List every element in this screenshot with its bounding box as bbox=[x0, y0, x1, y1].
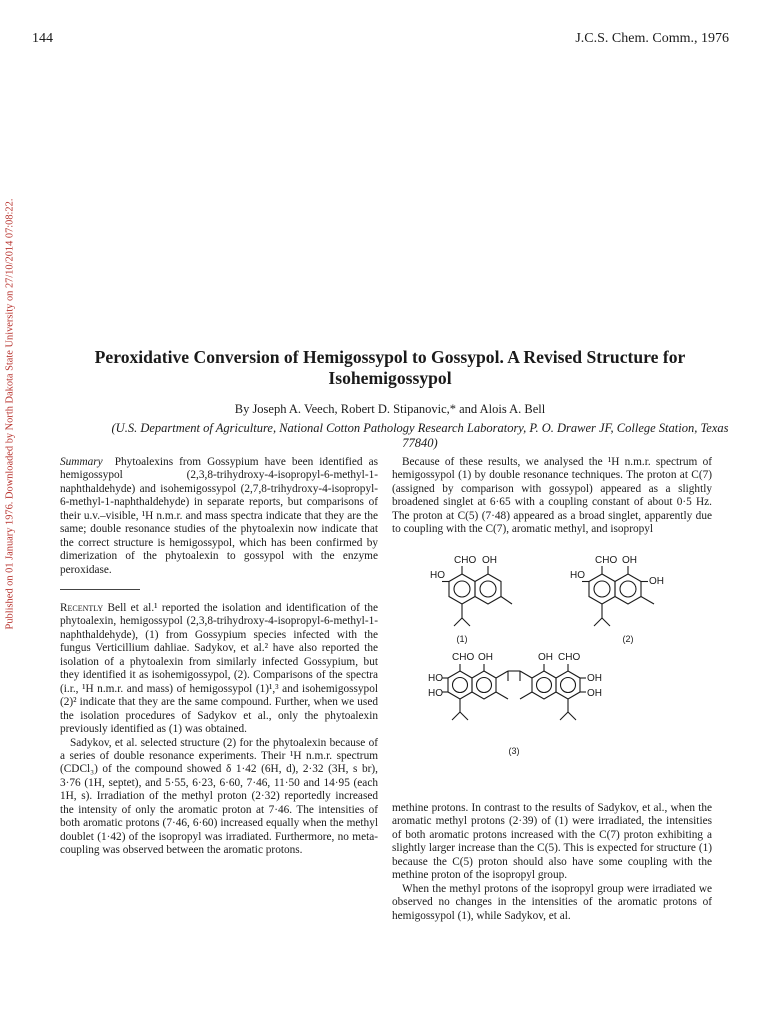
label-cho-2: CHO bbox=[595, 556, 618, 566]
label-oh-1: OH bbox=[482, 556, 497, 566]
right-column-bottom bbox=[392, 802, 712, 923]
summary-label: Summary bbox=[60, 456, 103, 468]
structure-3 bbox=[442, 664, 586, 720]
label-oh-2: OH bbox=[622, 556, 637, 566]
structure-1 bbox=[442, 566, 512, 626]
summary bbox=[60, 456, 378, 577]
left-column bbox=[60, 602, 378, 858]
divider bbox=[60, 589, 140, 590]
label-oh-3b: OH bbox=[538, 652, 553, 663]
label-ho-3b: HO bbox=[428, 688, 443, 699]
journal-reference: J.C.S. Chem. Comm., 1976 bbox=[575, 31, 729, 46]
structure-2 bbox=[582, 566, 654, 626]
side-note bbox=[2, 178, 18, 650]
right-paragraph-3: When the methyl protons of the isopropyl group were irradiated we observed no changes in the intensities of the aromatic protons of hemigossypol (1), while Sadykov, et al. bbox=[392, 882, 712, 922]
label-cho-3a: CHO bbox=[452, 652, 475, 663]
byline: By Joseph A. Veech, Robert D. Stipanovic,* and Alois A. Bell bbox=[234, 402, 546, 416]
left-paragraph-2: Sadykov, et al. selected structure (2) for the phytoalexin because of a series of double resonance experiments. Their ¹H n.m.r. spectrum (CDCl₃) of the compound showed δ 1·42 (6H, d), 2·32 (3H, s br), 3·76 (1H, septet), and 5·55, 6·23, 6·60, 7·46, 11·50 and 14·95 (each 1H, s). Irradiation of the methyl proton (2·32) reportedly increased the intensity of only the aromatic proton at 7·46. The intensities of both aromatic protons (7·46, 6·60) increased equally when the methyl doublet (1·42) of the isopropyl was irradiated. Furthermore, no meta-coupling was observed between the aromatic protons. bbox=[60, 736, 378, 857]
article-title: Peroxidative Conversion of Hemigossypol to Gossypol. A Revised Structure for Isohemigossypol bbox=[94, 347, 686, 388]
label-ho-2: HO bbox=[570, 570, 585, 581]
lead-word: Recently bbox=[60, 602, 104, 614]
right-paragraph-2: methine protons. In contrast to the results of Sadykov, et al., when the aromatic methyl protons (2·39) of (1) were irradiated, the intensities of both aromatic protons increased with the C(7) proton exhibiting a slightly larger increase than the C(5). This is expected for structure (1) because the C(5) proton should also have some coupling with the methine proton of the isopropyl group. bbox=[392, 802, 712, 882]
label-cho-1: CHO bbox=[454, 556, 477, 566]
label-oh-3a: OH bbox=[478, 652, 493, 663]
right-column-top bbox=[392, 456, 712, 537]
left-paragraph-1-text: Bell et al.¹ reported the isolation and identification of the phytoalexin, hemigossypol (2,3,8-trihydroxy-4-isopropyl-6-methyl-1-naphthaldehyde), (1) from Gossypium species infected with the fungus Verticillium dahliae. Sadykov, et al.² have also reported the isolation of a phytoalexin from similarly infected Gossypium, but they identified it as isohemigossypol, (2). Comparisons of the spectra (i.r., ¹H n.m.r. and mass) of hemigossypol (1)¹,³ and isohemigossypol (2)² indicate that they are the same compound. Further, when we used the isolation procedures of Sadykov et al., only the phytoalexin previously identified as (1) was obtained. bbox=[60, 602, 378, 736]
structure-label-1: (1) bbox=[456, 634, 468, 644]
label-ho-3a: HO bbox=[428, 673, 443, 684]
page-number: 144 bbox=[32, 31, 53, 46]
affiliation: (U.S. Department of Agriculture, National Cotton Pathology Research Laboratory, P. O. Drawer JF, College Station, Texas 77840) bbox=[111, 421, 729, 450]
label-cho-3b: CHO bbox=[558, 652, 581, 663]
label-oh-3d: OH bbox=[587, 688, 602, 699]
label-oh-2b: OH bbox=[649, 576, 664, 587]
structure-label-2: (2) bbox=[622, 634, 634, 644]
side-note-text[interactable]: Published on 01 January 1976. Downloaded by North Dakota State University on 27/10/2014 07:08:22. bbox=[4, 198, 16, 630]
left-paragraph-1 bbox=[60, 602, 378, 737]
chemical-structures bbox=[392, 556, 712, 796]
summary-text: Phytoalexins from Gossypium have been identified as hemigossypol (2,3,8-trihydroxy-4-isopropyl-6-methyl-1-naphthaldehyde) and isohemigossypol (2,7,8-trihydroxy-4-isopropyl-6-methyl-1-naphthaldehyde) in separate reports, but comparisons of their u.v.–visible, ¹H n.m.r. and mass spectra indicate that they are the same; double resonance studies of the phytoalexin now indicate that the correct structure is hemigossypol, which has been confirmed by dimerization of the phytoalexin to gossypol with the enzyme peroxidase. bbox=[60, 456, 378, 576]
label-ho-1: HO bbox=[430, 570, 445, 581]
label-oh-3c: OH bbox=[587, 673, 602, 684]
right-paragraph-1: Because of these results, we analysed the ¹H n.m.r. spectrum of hemigossypol (1) by double resonance techniques. The proton at C(7) (assigned by comparison with gossypol) appeared as a slightly broadened singlet at 6·65 with a coupling constant of about 0·5 Hz. The proton at C(5) (7·48) appeared as a broad singlet, apparently due to coupling with the C(7), aromatic methyl, and isopropyl bbox=[392, 456, 712, 536]
structure-label-3: (3) bbox=[508, 746, 520, 756]
